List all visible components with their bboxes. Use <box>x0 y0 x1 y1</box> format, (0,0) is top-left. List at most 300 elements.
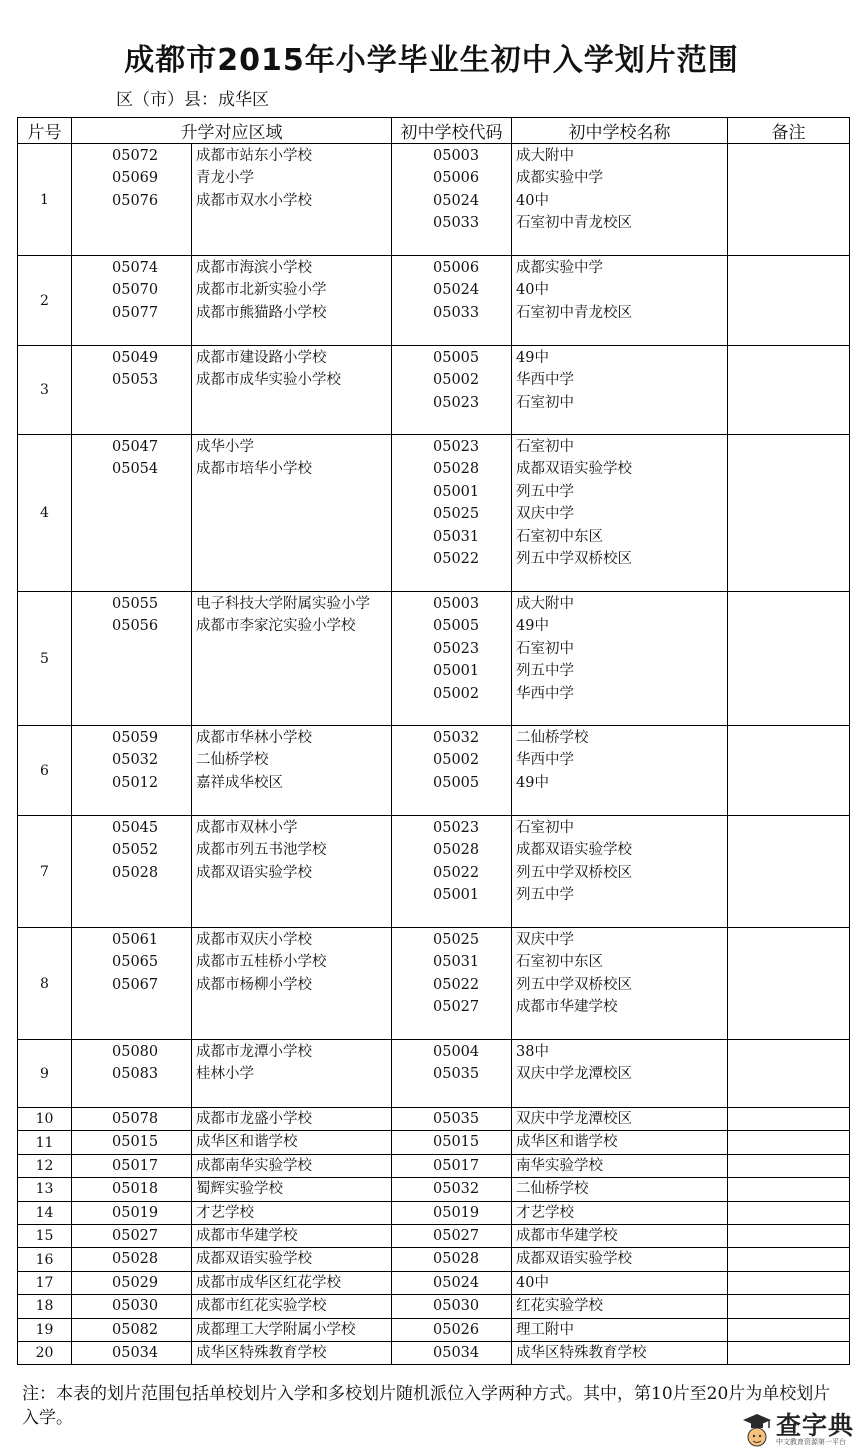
primary-school-codes-line: 05028 <box>112 1251 159 1268</box>
remarks-cell <box>728 1040 850 1108</box>
primary-school-codes <box>72 1178 192 1201</box>
middle-school-names-line: 南华实验学校 <box>516 1157 603 1174</box>
middle-school-names-line: 49中 <box>516 774 549 791</box>
middle-school-codes-line: 05023 <box>433 640 480 657</box>
primary-school-names-line: 桂林小学 <box>196 1066 254 1083</box>
primary-school-names-line: 电子科技大学附属实验小学 <box>196 596 370 612</box>
primary-school-codes <box>72 435 192 592</box>
middle-school-names-line: 石室初中 <box>516 439 574 455</box>
middle-school-codes-line: 05003 <box>433 148 480 164</box>
middle-school-names-line: 成都双语实验学校 <box>516 842 632 859</box>
middle-school-names-line: 49中 <box>516 350 549 366</box>
zone-number: 2 <box>18 256 72 346</box>
middle-school-names-line: 成都实验中学 <box>516 260 603 276</box>
middle-school-codes <box>392 592 512 726</box>
middle-school-names-line: 双庆中学龙潭校区 <box>516 1111 632 1127</box>
middle-school-names-line: 成都市华建学校 <box>516 1227 618 1244</box>
primary-school-names-line: 成都市成华区红花学校 <box>196 1274 341 1291</box>
primary-school-names <box>192 928 392 1040</box>
remarks-cell <box>728 928 850 1040</box>
middle-school-names <box>512 1248 728 1271</box>
primary-school-names-line: 成都市华建学校 <box>196 1227 298 1244</box>
header-remarks: 备注 <box>728 118 850 144</box>
primary-school-codes-line: 05030 <box>112 1298 159 1315</box>
middle-school-names <box>512 726 728 816</box>
middle-school-codes-line: 05005 <box>433 350 480 366</box>
remarks-cell <box>728 1108 850 1131</box>
middle-school-names-line: 双庆中学 <box>516 506 574 523</box>
primary-school-names-line: 成都市熊猫路小学校 <box>196 304 327 321</box>
middle-school-codes-line: 05024 <box>433 192 480 209</box>
middle-school-codes <box>392 346 512 435</box>
middle-school-codes-line: 05033 <box>433 304 480 321</box>
middle-school-names-line: 成大附中 <box>516 596 574 612</box>
zone-number: 9 <box>18 1040 72 1108</box>
primary-school-names-line: 成都市海滨小学校 <box>196 260 312 276</box>
primary-school-names <box>192 1248 392 1271</box>
zone-number: 7 <box>18 816 72 928</box>
primary-school-names-line: 成都市站东小学校 <box>196 148 312 164</box>
primary-school-names-line: 成都市双水小学校 <box>196 192 312 209</box>
header-primary-area: 升学对应区域 <box>72 118 392 144</box>
district-label: 区（市）县：成华区 <box>116 90 269 110</box>
middle-school-codes-line: 05002 <box>433 372 480 389</box>
middle-school-codes-line: 05032 <box>433 1181 480 1198</box>
zoning-table <box>17 117 849 1362</box>
primary-school-names-line: 成都市杨柳小学校 <box>196 976 312 993</box>
table-row <box>18 726 850 816</box>
middle-school-names <box>512 1224 728 1247</box>
zone-number: 19 <box>18 1318 72 1341</box>
middle-school-codes-line: 05030 <box>433 1298 480 1315</box>
middle-school-names-line: 49中 <box>516 618 549 635</box>
middle-school-codes-line: 05023 <box>433 820 480 836</box>
primary-school-codes-line: 05045 <box>112 820 159 836</box>
header-middle-code: 初中学校代码 <box>392 118 512 144</box>
middle-school-names-line: 38中 <box>516 1044 549 1060</box>
primary-school-codes-line: 05078 <box>112 1111 159 1127</box>
primary-school-codes-line: 05053 <box>112 372 159 389</box>
primary-school-codes-line: 05018 <box>112 1181 159 1198</box>
middle-school-names-line: 成华区和谐学校 <box>516 1134 618 1151</box>
table-row <box>18 592 850 726</box>
primary-school-codes-line: 05019 <box>112 1204 159 1221</box>
middle-school-names-line: 列五中学双桥校区 <box>516 550 632 567</box>
middle-school-codes-line: 05022 <box>433 976 480 993</box>
remarks-cell <box>728 1154 850 1177</box>
remarks-cell <box>728 1341 850 1364</box>
primary-school-names <box>192 592 392 726</box>
middle-school-codes-line: 05001 <box>433 663 480 680</box>
primary-school-codes-line: 05056 <box>112 618 159 635</box>
primary-school-names-line: 成都双语实验学校 <box>196 1251 312 1268</box>
primary-school-names-line: 成华区和谐学校 <box>196 1134 298 1151</box>
primary-school-names <box>192 726 392 816</box>
remarks-cell <box>728 346 850 435</box>
primary-school-codes-line: 05047 <box>112 439 159 455</box>
primary-school-codes <box>72 1318 192 1341</box>
middle-school-codes <box>392 928 512 1040</box>
table-row <box>18 1341 850 1364</box>
middle-school-names <box>512 1154 728 1177</box>
primary-school-names <box>192 816 392 928</box>
zone-number: 16 <box>18 1248 72 1271</box>
middle-school-names <box>512 435 728 592</box>
middle-school-codes <box>392 1248 512 1271</box>
primary-school-codes-line: 05055 <box>112 596 159 612</box>
middle-school-codes-line: 05027 <box>433 1227 480 1244</box>
zone-number: 14 <box>18 1201 72 1224</box>
middle-school-codes-line: 05005 <box>433 618 480 635</box>
primary-school-codes-line: 05070 <box>112 282 159 299</box>
middle-school-names-line: 成都市华建学校 <box>516 999 618 1016</box>
middle-school-codes <box>392 256 512 346</box>
primary-school-codes <box>72 816 192 928</box>
middle-school-codes-line: 05027 <box>433 999 480 1016</box>
middle-school-codes-line: 05002 <box>433 752 480 769</box>
primary-school-codes <box>72 144 192 256</box>
primary-school-codes <box>72 592 192 726</box>
remarks-cell <box>728 435 850 592</box>
middle-school-codes-line: 05002 <box>433 685 480 702</box>
zone-number: 13 <box>18 1178 72 1201</box>
middle-school-names <box>512 1318 728 1341</box>
middle-school-names-line: 成大附中 <box>516 148 574 164</box>
remarks-cell <box>728 592 850 726</box>
middle-school-names-line: 列五中学双桥校区 <box>516 864 632 881</box>
primary-school-codes <box>72 1295 192 1318</box>
primary-school-names <box>192 1178 392 1201</box>
primary-school-codes-line: 05029 <box>112 1274 159 1291</box>
remarks-cell <box>728 1201 850 1224</box>
primary-school-names-line: 成都市华林小学校 <box>196 730 312 746</box>
primary-school-names-line: 成都市成华实验小学校 <box>196 372 341 389</box>
middle-school-names-line: 石室初中青龙校区 <box>516 215 632 232</box>
primary-school-codes-line: 05012 <box>112 774 159 791</box>
middle-school-codes <box>392 1040 512 1108</box>
primary-school-names <box>192 256 392 346</box>
primary-school-codes <box>72 346 192 435</box>
middle-school-names <box>512 592 728 726</box>
middle-school-codes-line: 05001 <box>433 483 480 500</box>
middle-school-names <box>512 1131 728 1154</box>
primary-school-names <box>192 1318 392 1341</box>
table-row <box>18 1295 850 1318</box>
middle-school-codes-line: 05028 <box>433 842 480 859</box>
table-row <box>18 1154 850 1177</box>
middle-school-codes-line: 05001 <box>433 887 480 904</box>
primary-school-codes <box>72 1248 192 1271</box>
site-logo <box>740 1404 858 1452</box>
middle-school-codes-line: 05017 <box>433 1157 480 1174</box>
table-row <box>18 144 850 256</box>
header-zone-no: 片号 <box>18 118 72 144</box>
middle-school-names-line: 华西中学 <box>516 752 574 769</box>
table-header-row <box>18 118 850 144</box>
remarks-cell <box>728 1271 850 1294</box>
primary-school-names <box>192 346 392 435</box>
middle-school-codes <box>392 1154 512 1177</box>
table-row <box>18 346 850 435</box>
middle-school-codes-line: 05024 <box>433 1274 480 1291</box>
middle-school-codes-line: 05005 <box>433 774 480 791</box>
middle-school-names <box>512 256 728 346</box>
middle-school-names-line: 才艺学校 <box>516 1204 574 1221</box>
primary-school-codes <box>72 1201 192 1224</box>
middle-school-names-line: 成都双语实验学校 <box>516 461 632 478</box>
zone-number: 15 <box>18 1224 72 1247</box>
primary-school-codes-line: 05069 <box>112 170 159 187</box>
primary-school-names <box>192 1295 392 1318</box>
table-row <box>18 1224 850 1247</box>
middle-school-names <box>512 1341 728 1364</box>
middle-school-names-line: 石室初中 <box>516 640 574 657</box>
middle-school-codes-line: 05004 <box>433 1044 480 1060</box>
remarks-cell <box>728 1178 850 1201</box>
middle-school-names-line: 华西中学 <box>516 372 574 389</box>
middle-school-names <box>512 1108 728 1131</box>
zone-number: 8 <box>18 928 72 1040</box>
primary-school-codes-line: 05076 <box>112 192 159 209</box>
middle-school-codes-line: 05015 <box>433 1134 480 1151</box>
table-row <box>18 1318 850 1341</box>
middle-school-names-line: 双庆中学 <box>516 932 574 948</box>
middle-school-names-line: 列五中学双桥校区 <box>516 976 632 993</box>
primary-school-codes <box>72 1040 192 1108</box>
table-row <box>18 435 850 592</box>
primary-school-names-line: 成都市双林小学 <box>196 820 298 836</box>
primary-school-codes-line: 05067 <box>112 976 159 993</box>
primary-school-names <box>192 1108 392 1131</box>
middle-school-names <box>512 346 728 435</box>
middle-school-names <box>512 816 728 928</box>
header-middle-name: 初中学校名称 <box>512 118 728 144</box>
middle-school-names-line: 二仙桥学校 <box>516 730 589 746</box>
middle-school-codes-line: 05028 <box>433 1251 480 1268</box>
primary-school-codes <box>72 1108 192 1131</box>
middle-school-names-line: 石室初中 <box>516 820 574 836</box>
middle-school-codes <box>392 1178 512 1201</box>
middle-school-names-line: 石室初中 <box>516 394 574 411</box>
middle-school-names <box>512 1201 728 1224</box>
primary-school-codes-line: 05034 <box>112 1344 159 1361</box>
remarks-cell <box>728 726 850 816</box>
middle-school-codes-line: 05031 <box>433 528 480 545</box>
middle-school-codes-line: 05028 <box>433 461 480 478</box>
primary-school-codes <box>72 1271 192 1294</box>
primary-school-names <box>192 1201 392 1224</box>
primary-school-codes <box>72 1224 192 1247</box>
middle-school-codes <box>392 1318 512 1341</box>
primary-school-names-line: 成都市龙潭小学校 <box>196 1044 312 1060</box>
primary-school-names-line: 蜀辉实验学校 <box>196 1181 283 1198</box>
remarks-cell <box>728 1131 850 1154</box>
table-row <box>18 1271 850 1294</box>
primary-school-names <box>192 1040 392 1108</box>
middle-school-names-line: 红花实验学校 <box>516 1298 603 1315</box>
middle-school-names-line: 成都双语实验学校 <box>516 1251 632 1268</box>
middle-school-names <box>512 1295 728 1318</box>
primary-school-codes <box>72 1131 192 1154</box>
primary-school-names-line: 成华小学 <box>196 439 254 455</box>
middle-school-codes-line: 05032 <box>433 730 480 746</box>
middle-school-names-line: 二仙桥学校 <box>516 1181 589 1198</box>
middle-school-codes-line: 05033 <box>433 215 480 232</box>
middle-school-codes <box>392 1295 512 1318</box>
middle-school-names-line: 石室初中东区 <box>516 954 603 971</box>
table-row <box>18 1131 850 1154</box>
zone-number: 11 <box>18 1131 72 1154</box>
middle-school-codes <box>392 1201 512 1224</box>
primary-school-codes-line: 05049 <box>112 350 159 366</box>
primary-school-codes <box>72 1154 192 1177</box>
primary-school-codes-line: 05082 <box>112 1321 159 1338</box>
middle-school-names-line: 40中 <box>516 192 549 209</box>
middle-school-names <box>512 144 728 256</box>
middle-school-names-line: 成都实验中学 <box>516 170 603 187</box>
middle-school-names <box>512 928 728 1040</box>
remarks-cell <box>728 1224 850 1247</box>
primary-school-codes-line: 05052 <box>112 842 159 859</box>
middle-school-codes <box>392 726 512 816</box>
primary-school-names-line: 青龙小学 <box>196 170 254 187</box>
logo-subtitle: 中文教育资源第一平台 <box>776 1438 846 1446</box>
middle-school-codes-line: 05026 <box>433 1321 480 1338</box>
page-title: 成都市2015年小学毕业生初中入学划片范围 <box>124 43 739 78</box>
primary-school-codes-line: 05059 <box>112 730 159 746</box>
middle-school-names <box>512 1040 728 1108</box>
zone-number: 3 <box>18 346 72 435</box>
middle-school-codes-line: 05023 <box>433 439 480 455</box>
remarks-cell <box>728 256 850 346</box>
primary-school-names-line: 成都市列五书池学校 <box>196 842 327 859</box>
zone-number: 10 <box>18 1108 72 1131</box>
primary-school-names <box>192 1224 392 1247</box>
zone-number: 12 <box>18 1154 72 1177</box>
middle-school-names-line: 列五中学 <box>516 483 574 500</box>
middle-school-names-line: 列五中学 <box>516 887 574 904</box>
table-row <box>18 256 850 346</box>
middle-school-codes <box>392 144 512 256</box>
primary-school-codes-line: 05065 <box>112 954 159 971</box>
logo-brand: 查字典 <box>776 1411 855 1440</box>
table-row <box>18 1108 850 1131</box>
middle-school-names-line: 石室初中东区 <box>516 528 603 545</box>
primary-school-names-line: 成都市李家沱实验小学校 <box>196 618 356 635</box>
middle-school-names-line: 理工附中 <box>516 1321 574 1338</box>
middle-school-names-line: 双庆中学龙潭校区 <box>516 1066 632 1083</box>
middle-school-codes-line: 05025 <box>433 506 480 523</box>
table-row <box>18 1178 850 1201</box>
middle-school-names-line: 华西中学 <box>516 685 574 702</box>
middle-school-codes-line: 05003 <box>433 596 480 612</box>
remarks-cell <box>728 1318 850 1341</box>
primary-school-names <box>192 1131 392 1154</box>
zone-number: 4 <box>18 435 72 592</box>
middle-school-codes <box>392 435 512 592</box>
primary-school-codes <box>72 256 192 346</box>
primary-school-codes-line: 05080 <box>112 1044 159 1060</box>
primary-school-names-line: 成都市北新实验小学 <box>196 282 327 299</box>
middle-school-codes <box>392 1131 512 1154</box>
primary-school-names-line: 成都市红花实验学校 <box>196 1298 327 1315</box>
primary-school-codes <box>72 1341 192 1364</box>
primary-school-names-line: 成华区特殊教育学校 <box>196 1344 327 1361</box>
middle-school-names-line: 40中 <box>516 282 549 299</box>
middle-school-codes-line: 05031 <box>433 954 480 971</box>
primary-school-codes <box>72 928 192 1040</box>
primary-school-names-line: 成都双语实验学校 <box>196 864 312 881</box>
primary-school-names-line: 二仙桥学校 <box>196 752 269 769</box>
primary-school-names-line: 成都市建设路小学校 <box>196 350 327 366</box>
middle-school-codes-line: 05022 <box>433 550 480 567</box>
primary-school-names <box>192 1341 392 1364</box>
middle-school-names-line: 列五中学 <box>516 663 574 680</box>
primary-school-names-line: 成都理工大学附属小学校 <box>196 1321 356 1338</box>
middle-school-codes <box>392 816 512 928</box>
middle-school-codes-line: 05019 <box>433 1204 480 1221</box>
graduation-cap-icon <box>742 1412 772 1450</box>
remarks-cell <box>728 144 850 256</box>
primary-school-codes <box>72 726 192 816</box>
primary-school-names <box>192 435 392 592</box>
primary-school-names-line: 成都市龙盛小学校 <box>196 1111 312 1127</box>
primary-school-codes-line: 05083 <box>112 1066 159 1083</box>
table-row <box>18 816 850 928</box>
zone-number: 1 <box>18 144 72 256</box>
primary-school-codes-line: 05054 <box>112 461 159 478</box>
middle-school-codes-line: 05023 <box>433 394 480 411</box>
primary-school-names-line: 才艺学校 <box>196 1204 254 1221</box>
table-row <box>18 1248 850 1271</box>
primary-school-names-line: 成都市双庆小学校 <box>196 932 312 948</box>
middle-school-codes <box>392 1108 512 1131</box>
middle-school-codes-line: 05024 <box>433 282 480 299</box>
primary-school-codes-line: 05028 <box>112 864 159 881</box>
middle-school-names-line: 40中 <box>516 1274 549 1291</box>
middle-school-codes-line: 05006 <box>433 170 480 187</box>
primary-school-codes-line: 05074 <box>112 260 159 276</box>
middle-school-names <box>512 1271 728 1294</box>
middle-school-codes <box>392 1224 512 1247</box>
remarks-cell <box>728 816 850 928</box>
primary-school-codes-line: 05017 <box>112 1157 159 1174</box>
middle-school-codes <box>392 1341 512 1364</box>
table-row <box>18 1201 850 1224</box>
primary-school-names-line: 成都市五桂桥小学校 <box>196 954 327 971</box>
footnote: 注：本表的划片范围包括单校划片入学和多校划片随机派位入学两种方式。其中，第10片至20片为单校划片入学。 <box>22 1384 831 1428</box>
zone-number: 18 <box>18 1295 72 1318</box>
zone-number: 6 <box>18 726 72 816</box>
primary-school-names-line: 成都市培华小学校 <box>196 461 312 478</box>
middle-school-codes-line: 05034 <box>433 1344 480 1361</box>
primary-school-names <box>192 1271 392 1294</box>
zone-number: 5 <box>18 592 72 726</box>
middle-school-codes-line: 05022 <box>433 864 480 881</box>
middle-school-codes-line: 05035 <box>433 1066 480 1083</box>
table-row <box>18 1040 850 1108</box>
primary-school-codes-line: 05077 <box>112 304 159 321</box>
middle-school-names-line: 石室初中青龙校区 <box>516 304 632 321</box>
remarks-cell <box>728 1295 850 1318</box>
table-row <box>18 928 850 1040</box>
primary-school-names-line: 成都南华实验学校 <box>196 1157 312 1174</box>
zone-number: 17 <box>18 1271 72 1294</box>
zone-number: 20 <box>18 1341 72 1364</box>
middle-school-codes-line: 05006 <box>433 260 480 276</box>
middle-school-codes-line: 05035 <box>433 1111 480 1127</box>
middle-school-names <box>512 1178 728 1201</box>
